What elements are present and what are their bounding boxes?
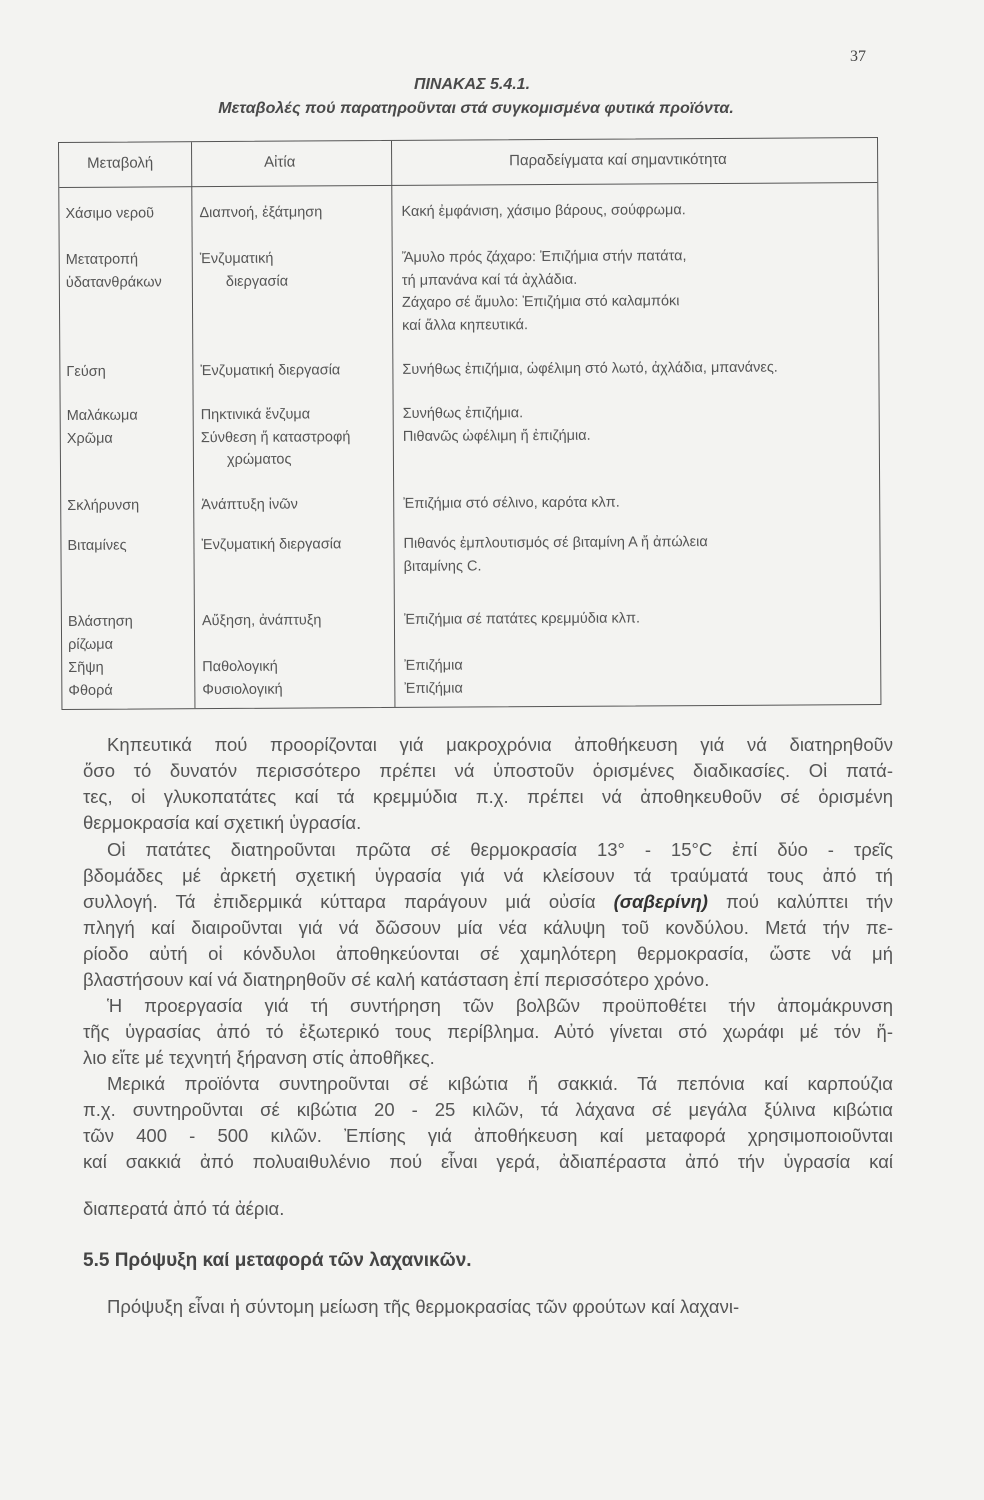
paragraph-line: π.χ. συντηροῦνται σέ κιβώτια 20 - 25 κιλῶν, τά λάχανα σέ μεγάλα ξύλινα κιβώτια [83,1099,893,1120]
cell-change [67,495,139,518]
paragraph-line: Πρόψυξη εἶναι ἡ σύντομη μείωση τῆς θερμοκρασίας τῶν φρούτων καί λαχανι- [107,1296,740,1317]
paragraph-line: Ἡ προεργασία γιά τή συντήρηση τῶν βολβῶν προϋποθέτει τήν ἀπομάκρυνση [107,995,893,1016]
changes-table [58,137,881,710]
cell-cause [199,201,322,224]
paragraph-line: λιο εἴτε μέ τεχνητή ξήρανση στίς ἀποθῆκες. [83,1047,435,1068]
header-change: Μεταβολή [87,154,154,172]
cell-line: Ἐπιζήμια στό σέλινο, καρότα κλπ. [403,494,620,512]
cell-line: Ἄμυλο πρός ζάχαρο: Ἐπιζήμια στήν πατάτα, [401,248,687,266]
cell-cause [201,494,298,517]
cell-line: Σύνθεση ἤ καταστροφή [200,428,351,446]
text-span: συλλογή. Τά ἐπιδερμικά κύτταρα παράγουν μιά οὐσία [83,891,596,912]
paragraph-line [83,889,893,915]
cell-change [66,361,106,384]
cell-examples [401,199,685,223]
header-examples: Παραδείγματα καί σημαντικότητα [509,150,727,170]
cell-line: Φυσιολογική [202,681,283,698]
cell-examples [403,531,707,578]
text-span: πού καλύπτει τήν [726,891,894,912]
cell-line: ὑδατανθράκων [65,273,162,291]
paragraph-line: τες, οἱ γλυκοπατάτες καί τά κρεμμύδια π.χ. πρέπει νά ἀποθηκευθοῦν σέ ὁρισμένη [83,786,893,807]
paragraph-line: ρίοδο αὐτή οἱ κόνδυλοι ἀποθηκεύονται σέ χαμηλότερη θερμοκρασία, ὥστε νά μή [83,943,893,964]
cell-examples [404,607,640,631]
cell-examples [402,245,687,337]
header-divider [59,182,877,188]
cell-examples [402,357,778,382]
cell-line: Φθορά [68,682,113,699]
cell-line: ρίζωμα [68,636,114,653]
cell-line: Κακή ἐμφάνιση, χάσιμο βάρους, σούφρωμα. [401,202,686,220]
cell-line: Ζάχαρο σέ ἄμυλο: Ἐπιζήμια στό καλαμπόκι [401,293,680,311]
cell-line: Ἀνάπτυξη ἰνῶν [201,496,298,514]
cell-line: Ἐπιζήμια σέ πατάτες κρεμμύδια κλπ. [403,610,641,628]
section-heading: 5.5 Πρόψυξη καί μεταφορά τῶν λαχανικῶν. [83,1250,472,1271]
cell-line: Αὔξηση, ἀνάπτυξη [201,612,322,630]
cell-change [67,535,126,558]
cell-change [67,405,138,450]
cell-change [68,657,113,702]
paragraph-line: βλαστήσουν καί νά διατηρηθοῦν σέ καλή κατάσταση ἐπί περισσότερο χρόνο. [83,969,710,990]
table-label: ΠΙΝΑΚΑΣ 5.4.1. [413,76,531,93]
cell-change [65,202,154,225]
cell-line: Πιθανός ἐμπλουτισμός σέ βιταμίνη Α ἤ ἀπώλεια [403,534,708,552]
column-divider [191,142,195,708]
cell-line: Βλάστηση [67,613,133,630]
table-caption: Μεταβολές πού παρατηροῦνται στά συγκομισμένα φυτικά προϊόντα. [218,100,734,117]
paragraph-line: τῶν 400 - 500 κιλῶν. Ἐπίσης γιά ἀποθήκευση καί μεταφορά χρησιμοποιοῦνται [83,1125,893,1146]
cell-change [68,611,133,656]
cell-cause [201,533,341,556]
cell-examples [403,492,620,516]
cell-line: Ἐνζυματική [199,250,274,268]
cell-line: Πηκτινικά ἔνζυμα [200,406,311,424]
cell-line: Ἐπιζήμια [404,657,463,674]
cell-line: Διαπνοή, ἐξάτμηση [199,204,323,222]
paragraph-line: Κηπευτικά πού προορίζονται γιά μακροχρόνια ἀποθήκευση γιά νά διατηρηθοῦν [107,734,893,755]
cell-line: Πιθανῶς ὠφέλιμη ἤ ἐπιζήμια. [402,427,591,445]
cell-line: Συνήθως ἐπιζήμια. [402,405,524,422]
cell-line: χρώματος [226,451,292,468]
header-cause: Αἰτία [264,153,296,171]
cell-line: Γεύση [66,363,106,380]
paragraph-line: τῆς ὑγρασίας ἀπό τό ἐξωτερικό τους περίβλημα. Αὐτό γίνεται στό χωράφι μέ τόν ἥ- [83,1021,893,1042]
cell-line: Σκλήρυνση [67,497,140,514]
cell-line: Χάσιμο νεροῦ [65,205,155,222]
cell-line: Ἐπιζήμια [404,680,463,697]
paragraph-line: βδομάδες μέ ἀρκετή σχετική ὑγρασία γιά νά κλείσουν τά τραύματά τους ἀπό τή [83,865,893,886]
cell-line: Παθολογική [202,658,278,676]
cell-line: βιταμίνης C. [403,557,482,575]
emphasis-term: (σαβερίνη) [613,891,708,912]
paragraph-line: Οἱ πατάτες διατηροῦνται πρῶτα σέ θερμοκρασία 13° - 15°C ἐπί δύο - τρεῖς [107,839,893,860]
cell-line: Σῆψη [68,659,104,676]
cell-line: Συνήθως ἐπιζήμια, ὠφέλιμη στό λωτό, ἀχλάδια, μπανάνες. [402,359,778,378]
cell-cause [201,403,351,471]
cell-examples [403,402,591,448]
cell-cause [200,248,288,294]
paragraph-line: διαπερατά ἀπό τά ἀέρια. [83,1198,285,1219]
cell-line: Ἐνζυματική διεργασία [200,362,341,380]
cell-cause [202,609,322,632]
paragraph-line: Μερικά προϊόντα συντηροῦνται σέ κιβώτια ἤ σακκιά. Τά πεπόνια καί καρπούζια [107,1073,893,1094]
cell-examples [404,655,463,700]
cell-line: τή μπανάνα καί τά ἀχλάδια. [401,271,578,289]
cell-line: Χρῶμα [66,430,113,447]
paragraph-line: πληγή καί διαιροῦνται γιά νά δῶσουν μία νέα κάλυψη τοῦ κονδύλου. Μετά τήν πε- [83,917,893,938]
paragraph-line: ὅσο τό δυνατόν περισσότερο πρέπει νά ὑποστοῦν ὁρισμένες διαδικασίες. Οἱ πατά- [83,760,893,781]
cell-change [66,248,162,294]
column-divider [391,141,395,707]
cell-line: Μετατροπή [65,251,139,268]
cell-line: Βιταμίνες [67,537,127,554]
paragraph-line: θερμοκρασία καί σχετική ὑγρασία. [83,812,362,833]
cell-line: Ἐνζυματική διεργασία [201,536,342,554]
cell-cause [200,359,340,382]
cell-cause [202,656,283,701]
paragraph-line: καί σακκιά ἀπό πολυαιθυλένιο πού εἶναι γερά, ἀδιαπέραστα ἀπό τήν ὑγρασία καί [83,1151,893,1172]
cell-line: καί ἄλλα κηπευτικά. [402,316,529,334]
page-number: 37 [850,48,866,65]
cell-line: διεργασία [225,273,289,290]
cell-line: Μαλάκωμα [66,407,138,424]
